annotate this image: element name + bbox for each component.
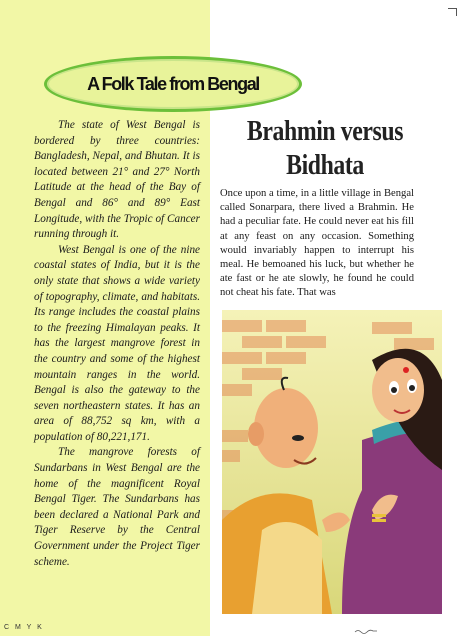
brahmin-head — [254, 388, 318, 468]
woman-bindi — [403, 367, 409, 373]
sidebar-paragraph: West Bengal is one of the nine coastal states of India, but it is the only state that shows a wide variety of topography, climate, and habitats. Its range includes the coastal plains to the freezing Himalayan peaks. It has the largest mangrove forest in the country and some of the highest mountain ranges in the world. Bengal is also the gateway to the seven northeastern states. It has an area of 88,752 sq km, with a population of 80,221,171. — [34, 243, 200, 443]
registration-marks: C M Y K — [4, 624, 44, 631]
crop-mark — [448, 8, 456, 9]
banner-title: A Folk Tale from Bengal — [87, 74, 259, 94]
artist-signature — [354, 628, 378, 634]
brahmin-ear — [248, 422, 264, 446]
story-illustration — [222, 310, 442, 614]
story-paragraph: Once upon a time, in a little village in Bengal called Sonarpara, there lived a Brahmin. He had a peculiar fate. He could never eat his fill at any feast on any occasion. Something would invariably happen to interrupt his meal. He bemoaned his luck, but whether he ate fast or he ate slowly, he found he could not cheat his fate. That was — [220, 188, 414, 299]
story-title-line: Bidhata — [286, 149, 364, 181]
sidebar-paragraph: The mangrove forests of Sundarbans in West Bengal are the home of the magnificent Royal Bengal Tiger. The Sundarbans has been declared a National Park and Tiger Reserve by the Central Government under the Project Tiger scheme. — [34, 446, 200, 568]
crop-mark — [456, 8, 457, 16]
story-text — [220, 187, 414, 301]
sidebar-text — [34, 118, 200, 570]
story-title — [232, 114, 417, 182]
sidebar-paragraph: The state of West Bengal is bordered by three countries: Bangladesh, Nepal, and Bhutan. It is located between 21° and 27° North Latitude at the head of the Bay of Bengal and 86° and 89° East Longitude, with the Tropic of Cancer running through it. — [34, 119, 200, 241]
brahmin-cloth — [252, 522, 322, 614]
story-title-line: Brahmin versus — [246, 115, 404, 147]
